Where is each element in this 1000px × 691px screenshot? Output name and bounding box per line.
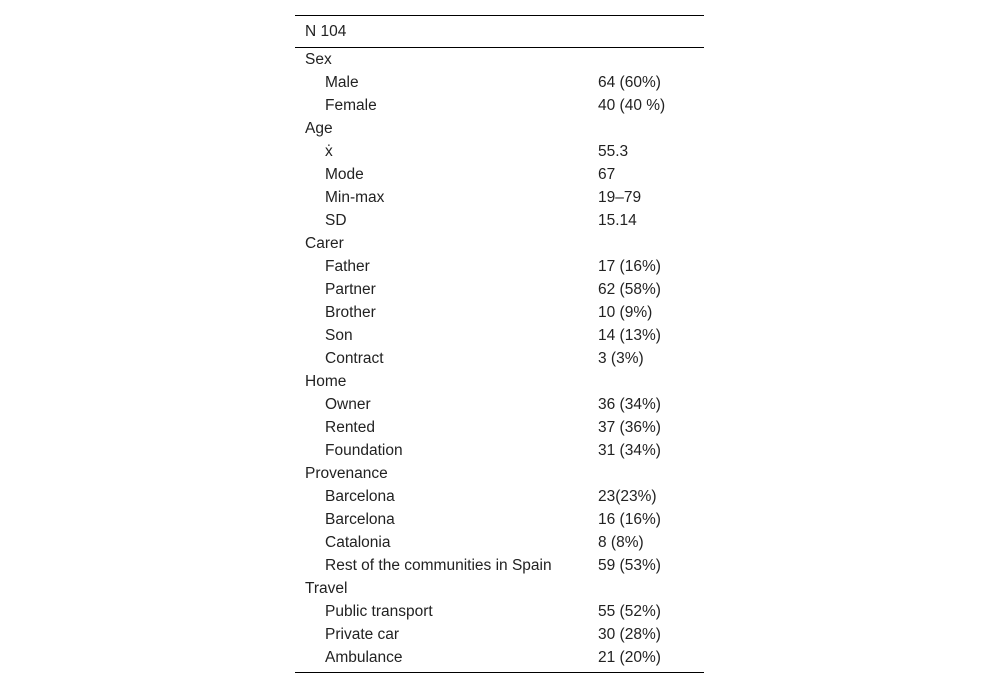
row-value: 10 (9%) — [598, 304, 653, 321]
table-row — [295, 600, 704, 623]
group-title: Travel — [305, 580, 348, 597]
table-row — [295, 209, 704, 232]
table-row — [295, 554, 704, 577]
table-row — [295, 301, 704, 324]
group-row — [295, 232, 704, 255]
group-row — [295, 577, 704, 600]
row-label: SD — [325, 212, 347, 229]
row-label: Son — [325, 327, 353, 344]
row-label: Mode — [325, 166, 364, 183]
row-label: Female — [325, 97, 377, 114]
demographics-table-container — [295, 15, 704, 673]
table-row — [295, 623, 704, 646]
table-header-row — [295, 16, 704, 48]
group-title: Carer — [305, 235, 344, 252]
row-label: Private car — [325, 626, 400, 643]
group-title: Age — [305, 120, 333, 137]
row-value: 59 (53%) — [598, 557, 661, 574]
row-value: 55 (52%) — [598, 603, 661, 620]
row-value: 31 (34%) — [598, 442, 661, 459]
row-label: Contract — [325, 350, 384, 367]
group-value-empty — [598, 577, 704, 600]
row-label: Father — [325, 258, 370, 275]
row-value: 30 (28%) — [598, 626, 661, 643]
group-title: Provenance — [305, 465, 388, 482]
table-row — [295, 508, 704, 531]
group-value-empty — [598, 232, 704, 255]
row-value: 3 (3%) — [598, 350, 644, 367]
row-value: 21 (20%) — [598, 646, 704, 673]
row-label: Brother — [325, 304, 376, 321]
row-label: Barcelona — [325, 488, 395, 505]
row-label: Male — [325, 74, 359, 91]
row-value: 16 (16%) — [598, 511, 661, 528]
row-value: 64 (60%) — [598, 74, 661, 91]
table-row — [295, 140, 704, 163]
demographics-table — [295, 15, 704, 673]
table-row — [295, 393, 704, 416]
row-value: 14 (13%) — [598, 327, 661, 344]
table-row — [295, 439, 704, 462]
table-row — [295, 71, 704, 94]
group-row — [295, 370, 704, 393]
row-value: 15.14 — [598, 212, 637, 229]
table-body — [295, 48, 704, 673]
table-header-n: N 104 — [305, 23, 347, 40]
group-value-empty — [598, 117, 704, 140]
row-label: Rest of the communities in Spain — [325, 557, 552, 574]
table-row — [295, 416, 704, 439]
row-value: 55.3 — [598, 143, 629, 160]
table-row — [295, 278, 704, 301]
group-title: Sex — [305, 51, 332, 68]
row-label: Barcelona — [325, 511, 395, 528]
group-row — [295, 462, 704, 485]
row-label: Ambulance — [295, 646, 598, 673]
row-value: 36 (34%) — [598, 396, 661, 413]
row-label: Catalonia — [325, 534, 391, 551]
row-value: 40 (40 %) — [598, 97, 666, 114]
row-label: Partner — [325, 281, 376, 298]
table-row — [295, 186, 704, 209]
group-row — [295, 117, 704, 140]
row-label: Owner — [325, 396, 371, 413]
row-value: 37 (36%) — [598, 419, 661, 436]
row-value: 8 (8%) — [598, 534, 644, 551]
row-label: ẋ — [325, 143, 333, 160]
row-label: Public transport — [325, 603, 433, 620]
table-row — [295, 324, 704, 347]
row-label: Rented — [325, 419, 375, 436]
row-value: 17 (16%) — [598, 258, 661, 275]
table-row — [295, 163, 704, 186]
table-row — [295, 255, 704, 278]
group-value-empty — [598, 370, 704, 393]
row-value: 19–79 — [598, 189, 642, 206]
table-row — [295, 485, 704, 508]
row-label: Min-max — [325, 189, 385, 206]
group-value-empty — [598, 48, 704, 72]
row-value: 67 — [598, 166, 616, 183]
table-row — [295, 531, 704, 554]
table-row — [295, 347, 704, 370]
group-row — [295, 48, 704, 72]
group-value-empty — [598, 462, 704, 485]
table-row — [295, 94, 704, 117]
group-title: Home — [305, 373, 347, 390]
table-row — [295, 646, 704, 673]
row-label: Foundation — [325, 442, 403, 459]
row-value: 23(23%) — [598, 488, 657, 505]
row-value: 62 (58%) — [598, 281, 661, 298]
